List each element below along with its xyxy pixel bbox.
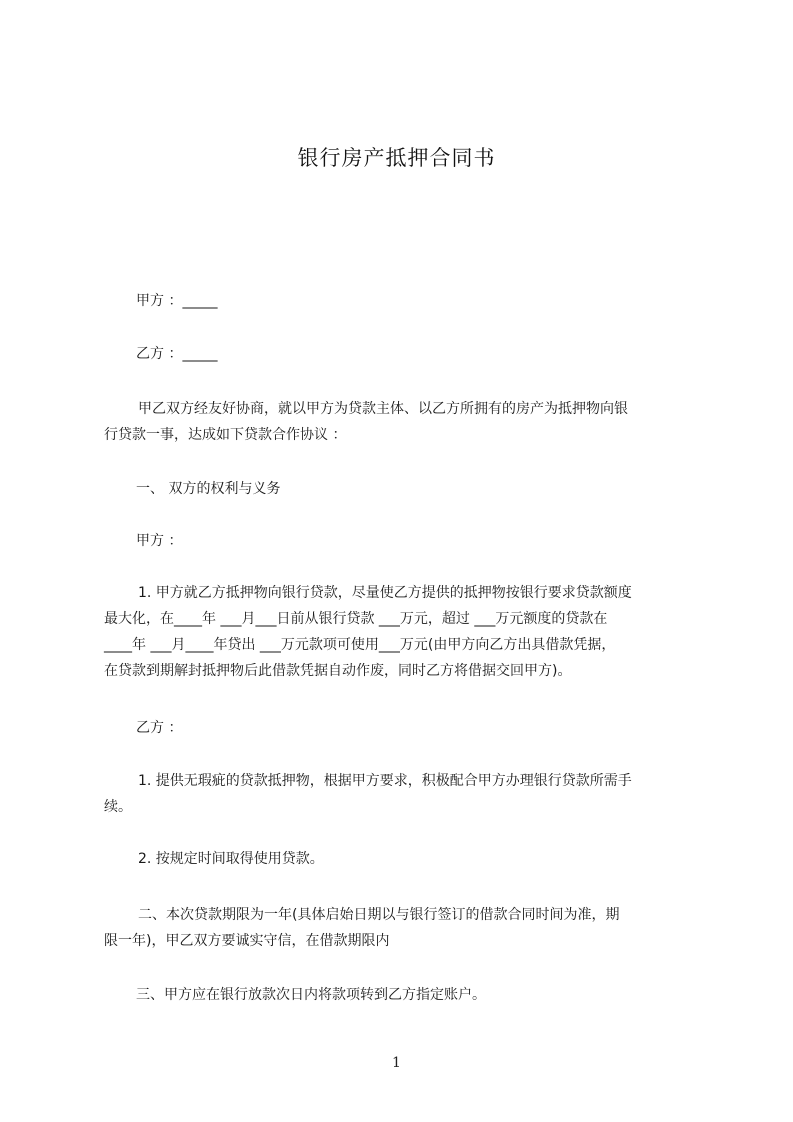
- party-a-item-1: [104, 580, 698, 684]
- intro-paragraph: [104, 396, 698, 448]
- intro-line-1: 甲乙双方经友好协商，就以甲方为贷款主体、以乙方所拥有的房产为抵押物向银: [138, 401, 628, 417]
- party-b-item-1-line-2: 续。: [104, 799, 132, 815]
- party-a-item-1-line-1: 1. 甲方就乙方抵押物向银行贷款，尽量使乙方提供的抵押物按银行要求贷款额度: [138, 585, 632, 601]
- party-b-subheading: 乙方 ：: [136, 720, 183, 736]
- document-title: 银行房产抵押合同书: [297, 146, 496, 170]
- section-2-line-1: 二、本次贷款期限为一年(具体启始日期以与银行签订的借款合同时间为准，期: [138, 907, 620, 923]
- party-b-item-2: 2. 按规定时间取得使用贷款。: [138, 851, 324, 867]
- party-a-subheading: 甲方 ：: [136, 533, 183, 549]
- party-a-line: 甲方 ：_____: [136, 293, 218, 309]
- page-number: 1: [392, 1055, 401, 1071]
- party-a-item-1-line-3: ____年 ___月____年贷出 ___万元款项可使用___万元(由甲方向乙方出具借款凭据，: [104, 637, 616, 653]
- party-b-item-1-line-1: 1. 提供无瑕疵的贷款抵押物，根据甲方要求，积极配合甲方办理银行贷款所需手: [138, 773, 632, 789]
- party-a-item-1-line-4: 在贷款到期解封抵押物后此借款凭据自动作废，同时乙方将借据交回甲方)。: [104, 663, 572, 679]
- intro-line-2: 行贷款一事，达成如下贷款合作协议 ：: [104, 427, 347, 443]
- party-b-line: 乙方 ：_____: [136, 346, 218, 362]
- section-3-paragraph: 三、甲方应在银行放款次日内将款项转到乙方指定账户。: [136, 987, 486, 1003]
- section-1-heading: 一、 双方的权利与义务: [136, 481, 281, 497]
- section-2-paragraph: [104, 902, 698, 954]
- party-b-item-1: [104, 768, 698, 820]
- section-2-line-2: 限一年)，甲乙双方要诚实守信，在借款期限内: [104, 933, 390, 949]
- party-a-item-1-line-2: 最大化，在____年 ___月___日前从银行贷款 ___万元，超过 ___万元额度的贷款在: [104, 611, 608, 627]
